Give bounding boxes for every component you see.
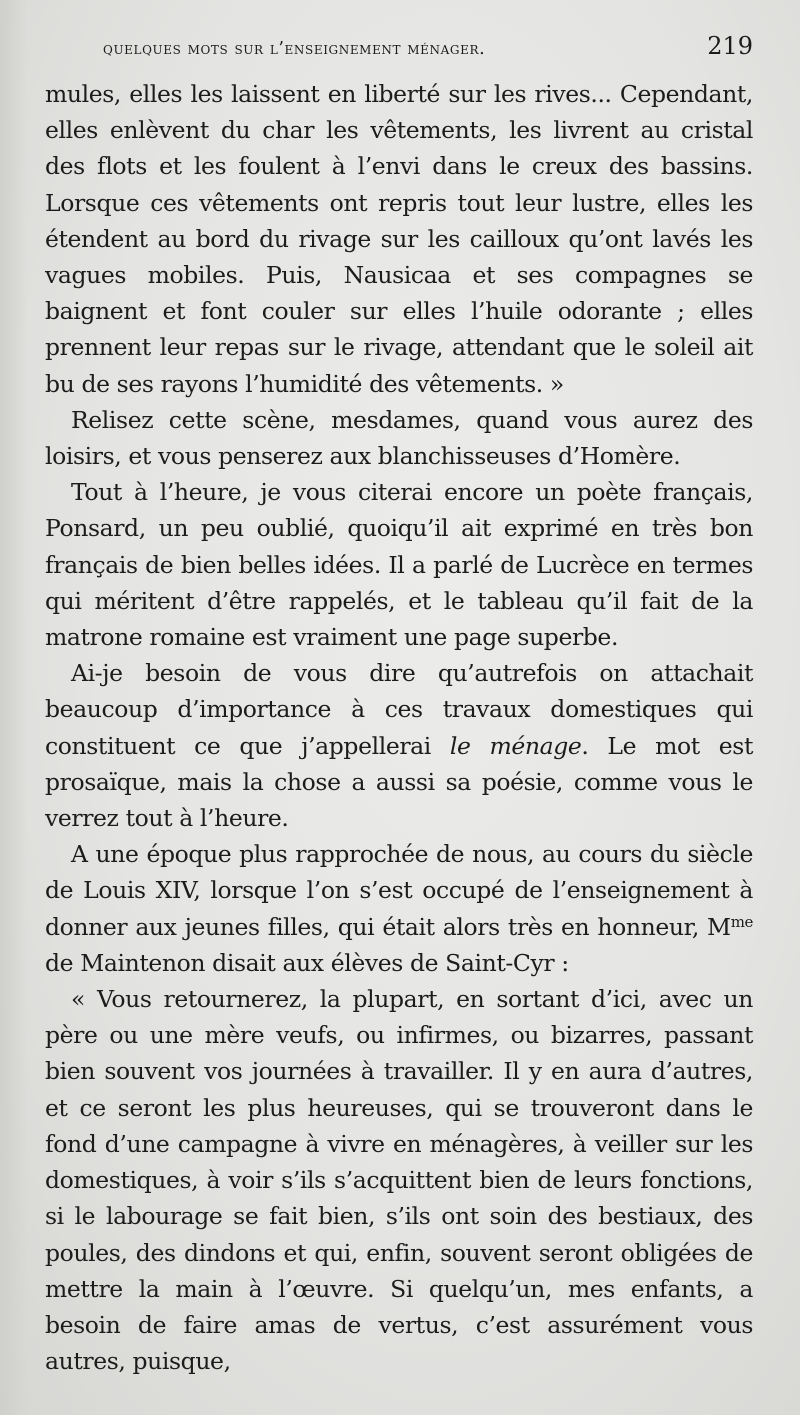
- paragraph-4-text-before: Ai-je besoin de vous dire qu’autrefois on attachait beaucoup d’importance à ces travaux domestiques qui constituent ce que j’appellerai: [45, 659, 753, 760]
- paragraph-1-text: mules, elles les laissent en liberté sur les rives... Cependant, elles enlèvent du char les vêtements, les livrent au cristal des flots et les foulent à l’envi dans le creux des bassins. Lorsque ces vêtements ont repris tout leur lustre, elles les étendent au bord du rivage sur les cailloux qu’ont lavés les vagues mobiles. Puis, Nausicaa et ses compagnes se baignent et font couler sur elles l’huile odorante ; elles prennent leur repas sur le rivage, attendant que le soleil ait bu de ses rayons l’humidité des vêtements. »: [45, 80, 753, 398]
- paragraph-5-superscript: me: [730, 912, 753, 931]
- paragraph-5: [45, 836, 753, 981]
- paragraph-4: [45, 655, 753, 836]
- body-text: [45, 76, 753, 1379]
- paragraph-2: [45, 402, 753, 474]
- page-header: [103, 32, 753, 68]
- paragraph-2-text: Relisez cette scène, mesdames, quand vous aurez des loisirs, et vous penserez aux blanchisseuses d’Homère.: [45, 405, 753, 471]
- paragraph-4-emphasis: le ménage: [449, 731, 582, 760]
- page-number: 219: [707, 32, 753, 60]
- paragraph-6: [45, 981, 753, 1379]
- paragraph-6-text: « Vous retournerez, la plupart, en sortant d’ici, avec un père ou une mère veufs, ou infirmes, ou bizarres, passant bien souvent vos journées à travailler. Il y en aura d’autres, et ce seront les plus heureuses, qui se trouveront dans le fond d’une campagne à vivre en ménagères, à veiller sur les domestiques, à voir s’ils s’acquittent bien de leurs fonctions, si le labourage se fait bien, s’ils ont soin des bestiaux, des poules, des dindons et qui, enfin, souvent seront obligées de mettre la main à l’œuvre. Si quelqu’un, mes enfants, a besoin de faire amas de vertus, c’est assurément vous autres, puisque,: [45, 985, 753, 1376]
- running-title: quelques mots sur l’enseignement ménager.: [103, 39, 486, 59]
- paragraph-3-text: Tout à l’heure, je vous citerai encore un poète français, Ponsard, un peu oublié, quoiqu’il ait exprimé en très bon français de bien belles idées. Il a parlé de Lucrèce en termes qui méritent d’être rappelés, et le tableau qu’il fait de la matrone romaine est vraiment une page superbe.: [45, 478, 753, 652]
- paragraph-4-text-after: . Le mot est prosaïque, mais la chose a aussi sa poésie, comme vous le verrez tout à l’heure.: [45, 731, 753, 833]
- paragraph-5-text-after: de Maintenon disait aux élèves de Saint-Cyr :: [45, 948, 569, 977]
- paragraph-5-text-before: A une époque plus rapprochée de nous, au cours du siècle de Louis XIV, lorsque l’on s’est occupé de l’enseignement à donner aux jeunes filles, qui était alors très en honneur, M: [45, 840, 753, 941]
- paragraph-1: [45, 76, 753, 402]
- paragraph-3: [45, 474, 753, 655]
